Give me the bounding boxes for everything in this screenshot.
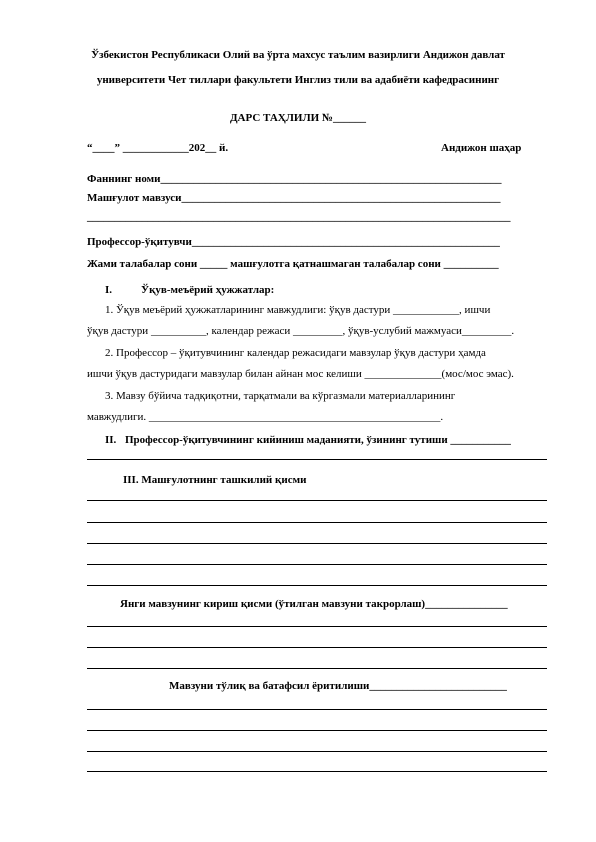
document-title: ДАРС ТАҲЛИЛИ №______ (229, 112, 367, 124)
answer-line[interactable] (87, 459, 547, 460)
item-3-line-b[interactable]: мавжудлиги. _____________________________________________________. (87, 411, 444, 423)
answer-line[interactable] (87, 500, 547, 501)
answer-line[interactable] (87, 668, 547, 669)
date-field[interactable]: “____” ____________202__ й. (87, 142, 229, 154)
item-2-line-a: 2. Профессор – ўқитувчининг календар режасидаги мавзулар ўқув дастури ҳамда (105, 347, 486, 359)
answer-line[interactable] (87, 647, 547, 648)
answer-line[interactable] (87, 564, 547, 565)
subject-field[interactable]: Фаннинг номи______________________________________________________________ (87, 173, 502, 185)
item-3-line-a: 3. Мавзу бўйича тадқиқотни, тарқатмали ва кўргазмали материалларининг (105, 390, 456, 402)
topic-continuation-field[interactable]: _____________________________________________________________________________ (87, 211, 511, 223)
students-field[interactable]: Жами талабалар сони _____ машғулотга қатнашмаган талабалар сони __________ (87, 258, 499, 270)
header-line-1: Ўзбекистон Республикаси Олий ва ўрта махсус таълим вазирлиги Андижон давлат (91, 49, 505, 61)
answer-line[interactable] (87, 751, 547, 752)
answer-line[interactable] (87, 771, 547, 772)
teacher-field[interactable]: Профессор-ўқитувчи________________________________________________________ (87, 236, 500, 248)
section-3-title: III. Машғулотнинг ташкилий қисми (123, 474, 307, 486)
section-2-number: II. (105, 434, 117, 446)
answer-line[interactable] (87, 709, 547, 710)
section-2-title[interactable]: Профессор-ўқитувчининг кийиниш маданияти, ўзининг тутиши ___________ (125, 434, 511, 446)
city-label: Андижон шаҳар (441, 142, 522, 154)
answer-line[interactable] (87, 522, 547, 523)
answer-line[interactable] (87, 626, 547, 627)
answer-line[interactable] (87, 585, 547, 586)
item-2-line-b[interactable]: ишчи ўқув дастуридаги мавзулар билан айнан мос келиши ______________(мос/мос эмас). (87, 368, 514, 380)
header-line-2: университети Чет тиллари факультети Инглиз тили ва адабиёти кафедрасининг (96, 74, 500, 86)
item-1-line-b[interactable]: ўқув дастури __________, календар режаси _________, ўқув-услубий мажмуаси_________. (87, 325, 515, 337)
section-1-title: Ўқув-меъёрий ҳужжатлар: (141, 284, 275, 296)
section-1-number: I. (105, 284, 113, 296)
section-4-title[interactable]: Янги мавзунинг кириш қисми (ўтилган мавзуни такрорлаш)_______________ (120, 598, 508, 610)
topic-field[interactable]: Машғулот мавзуси__________________________________________________________ (87, 192, 501, 204)
answer-line[interactable] (87, 543, 547, 544)
item-1-line-a[interactable]: 1. Ўқув меъёрий ҳужжатларининг мавжудлиги: ўқув дастури ____________, ишчи (105, 304, 491, 316)
answer-line[interactable] (87, 730, 547, 731)
section-5-title[interactable]: Мавзуни тўлиқ ва батафсил ёритилиши_________________________ (169, 680, 507, 692)
